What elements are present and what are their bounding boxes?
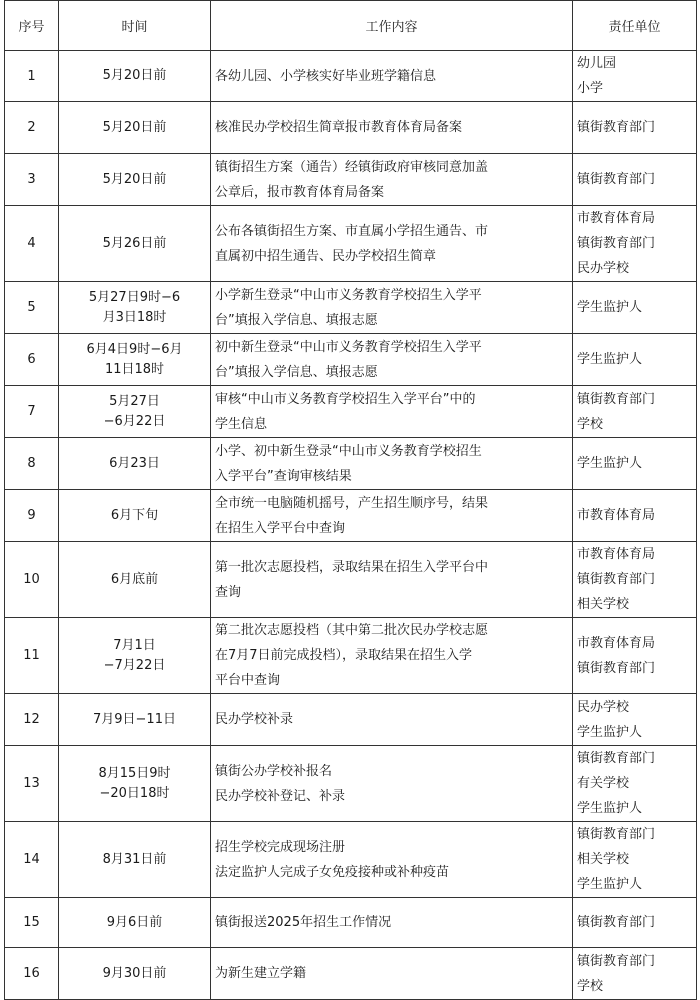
- row-responsible-unit-line: 镇街教育部门: [577, 827, 656, 842]
- row-content: [211, 948, 573, 1000]
- row-responsible-unit-line: 镇街教育部门: [577, 572, 656, 587]
- row-content-line: 第一批次志愿投档，录取结果在招生入学平台中: [215, 559, 489, 575]
- table-row: [5, 898, 697, 948]
- row-content-line: 镇街公办学校补报名: [215, 763, 333, 779]
- row-content: [211, 822, 573, 898]
- row-responsible-unit-line: 民办学校: [577, 699, 630, 715]
- row-content-line: 在招生入学平台中查询: [215, 520, 346, 536]
- row-time: [59, 746, 211, 822]
- row-time-line: 9月30日前: [102, 965, 167, 981]
- row-content: [211, 542, 573, 618]
- row-responsible-unit-line: 市教育体育局: [577, 547, 656, 562]
- row-responsible-unit-line: 镇街教育部门: [577, 172, 656, 187]
- row-content-line: 镇街报送2025年招生工作情况: [215, 915, 392, 930]
- row-time-line: −6月22日: [103, 413, 166, 429]
- table-row: [5, 386, 697, 438]
- row-responsible-unit: [573, 948, 697, 1000]
- row-content-line: 为新生建立学籍: [215, 966, 307, 981]
- row-responsible-unit: [573, 542, 697, 618]
- row-number: 16: [5, 948, 59, 1000]
- table-row: [5, 746, 697, 822]
- row-content: [211, 746, 573, 822]
- row-content: [211, 282, 573, 334]
- row-content: [211, 438, 573, 490]
- table-row: [5, 206, 697, 282]
- row-content-line: 台”填报入学信息、填报志愿: [215, 312, 378, 328]
- table-body: [5, 51, 697, 1000]
- row-content-line: 小学新生登录“中山市义务教育学校招生入学平: [215, 287, 482, 303]
- row-content-line: 公章后，报市教育体育局备案: [215, 184, 385, 200]
- row-responsible-unit-line: 幼儿园: [577, 56, 617, 71]
- row-responsible-unit-line: 镇街教育部门: [577, 953, 656, 969]
- row-number: 13: [5, 746, 59, 822]
- row-content-line: 初中新生登录“中山市义务教育学校招生入学平: [215, 339, 482, 355]
- row-responsible-unit-line: 学生监护人: [577, 456, 643, 471]
- row-responsible-unit-line: 镇街教育部门: [577, 120, 656, 135]
- row-number: 10: [5, 542, 59, 618]
- enrollment-schedule-table: [4, 0, 697, 1000]
- row-content-line: 各幼儿园、小学核实好毕业班学籍信息: [215, 68, 437, 84]
- row-time-line: 5月27日: [109, 393, 160, 409]
- row-responsible-unit-line: 镇街教育部门: [577, 751, 656, 766]
- table-row: [5, 438, 697, 490]
- row-content-line: 第二批次志愿投档（其中第二批次民办学校志愿: [215, 623, 489, 638]
- header-responsible-unit: 责任单位: [573, 1, 697, 51]
- row-content-line: 招生学校完成现场注册: [215, 839, 346, 855]
- row-responsible-unit-line: 镇街教育部门: [577, 915, 656, 930]
- row-time-line: 6月23日: [109, 455, 160, 471]
- row-responsible-unit-line: 学生监护人: [577, 877, 643, 892]
- table-row: [5, 490, 697, 542]
- row-content-line: 镇街招生方案（通告）经镇街政府审核同意加盖: [215, 159, 489, 175]
- row-number: 2: [5, 102, 59, 154]
- row-responsible-unit: [573, 490, 697, 542]
- table-row: [5, 618, 697, 694]
- table-header-row: [5, 1, 697, 51]
- row-number: 15: [5, 898, 59, 948]
- row-responsible-unit-line: 民办学校: [577, 261, 630, 276]
- row-content-line: 学生信息: [215, 416, 268, 432]
- row-number: 5: [5, 282, 59, 334]
- row-number: 11: [5, 618, 59, 694]
- row-responsible-unit: [573, 438, 697, 490]
- row-content: [211, 490, 573, 542]
- row-time-line: −20日18时: [99, 785, 170, 801]
- table-row: [5, 102, 697, 154]
- row-number: 4: [5, 206, 59, 282]
- header-content: 工作内容: [211, 1, 573, 51]
- row-time-line: 7月9日−11日: [93, 711, 176, 727]
- row-time: [59, 948, 211, 1000]
- row-time: [59, 386, 211, 438]
- row-responsible-unit: [573, 102, 697, 154]
- row-responsible-unit-line: 相关学校: [577, 852, 630, 867]
- row-time: [59, 206, 211, 282]
- row-time: [59, 542, 211, 618]
- row-time-line: 5月20日前: [102, 171, 167, 187]
- row-responsible-unit: [573, 206, 697, 282]
- row-number: 12: [5, 694, 59, 746]
- table-row: [5, 948, 697, 1000]
- row-responsible-unit-line: 镇街教育部门: [577, 391, 656, 407]
- row-responsible-unit-line: 有关学校: [577, 776, 630, 791]
- row-content-line: 民办学校补录: [215, 712, 294, 727]
- table-row: [5, 822, 697, 898]
- row-time-line: 5月20日前: [102, 68, 167, 83]
- row-content-line: 审核“中山市义务教育学校招生入学平台”中的: [215, 391, 476, 407]
- row-time: [59, 51, 211, 102]
- row-responsible-unit-line: 学生监护人: [577, 300, 643, 315]
- row-responsible-unit: [573, 51, 697, 102]
- row-responsible-unit-line: 市教育体育局: [577, 508, 656, 523]
- row-responsible-unit: [573, 618, 697, 694]
- row-content: [211, 334, 573, 386]
- row-content: [211, 102, 573, 154]
- row-content-line: 平台中查询: [215, 673, 281, 688]
- table-row: [5, 334, 697, 386]
- row-time: [59, 282, 211, 334]
- row-content: [211, 386, 573, 438]
- row-time-line: 月3日18时: [102, 309, 167, 325]
- row-responsible-unit: [573, 822, 697, 898]
- header-number: 序号: [5, 1, 59, 51]
- row-content: [211, 618, 573, 694]
- row-time-line: 8月31日前: [102, 851, 167, 867]
- row-responsible-unit-line: 镇街教育部门: [577, 660, 656, 676]
- row-content-line: 公布各镇街招生方案、市直属小学招生通告、市: [215, 223, 489, 239]
- table-row: [5, 51, 697, 102]
- row-time-line: 6月4日9时−6月: [86, 341, 183, 357]
- row-number: 7: [5, 386, 59, 438]
- row-time-line: 6月底前: [110, 571, 159, 587]
- row-responsible-unit-line: 学生监护人: [577, 801, 643, 816]
- row-number: 8: [5, 438, 59, 490]
- row-content-line: 法定监护人完成子女免疫接种或补种疫苗: [215, 864, 450, 880]
- table-row: [5, 154, 697, 206]
- row-responsible-unit: [573, 898, 697, 948]
- row-time-line: 5月26日前: [102, 235, 167, 251]
- row-responsible-unit-line: 市教育体育局: [577, 635, 656, 651]
- row-time: [59, 490, 211, 542]
- row-responsible-unit-line: 学校: [577, 416, 604, 432]
- row-content: [211, 898, 573, 948]
- row-time-line: 6月下旬: [110, 507, 159, 523]
- row-time: [59, 102, 211, 154]
- row-time: [59, 898, 211, 948]
- row-content-line: 入学平台”查询审核结果: [215, 468, 352, 484]
- row-responsible-unit: [573, 694, 697, 746]
- row-content: [211, 206, 573, 282]
- row-time-line: 7月1日: [113, 637, 156, 653]
- row-time-line: 8月15日9时: [98, 765, 171, 781]
- table-row: [5, 694, 697, 746]
- header-time: 时间: [59, 1, 211, 51]
- row-number: 3: [5, 154, 59, 206]
- row-content-line: 台”填报入学信息、填报志愿: [215, 364, 378, 380]
- row-content: [211, 154, 573, 206]
- row-content-line: 小学、初中新生登录“中山市义务教育学校招生: [215, 443, 482, 459]
- row-time: [59, 154, 211, 206]
- row-responsible-unit: [573, 334, 697, 386]
- row-content-line: 民办学校补登记、补录: [215, 788, 346, 804]
- row-responsible-unit-line: 学校: [577, 978, 604, 994]
- row-number: 1: [5, 51, 59, 102]
- row-responsible-unit-line: 学生监护人: [577, 724, 643, 740]
- row-responsible-unit-line: 相关学校: [577, 597, 630, 612]
- row-number: 6: [5, 334, 59, 386]
- row-number: 14: [5, 822, 59, 898]
- row-content-line: 在7月7日前完成投档），录取结果在招生入学: [215, 648, 473, 663]
- row-number: 9: [5, 490, 59, 542]
- row-time: [59, 438, 211, 490]
- row-time-line: −7月22日: [103, 657, 166, 673]
- row-time-line: 5月27日9时−6: [88, 289, 181, 305]
- row-content: [211, 694, 573, 746]
- row-responsible-unit-line: 市教育体育局: [577, 211, 656, 226]
- row-time-line: 9月6日前: [106, 914, 163, 930]
- row-content-line: 全市统一电脑随机摇号，产生招生顺序号，结果: [215, 495, 489, 511]
- row-content-line: 核准民办学校招生简章报市教育体育局备案: [215, 120, 463, 135]
- row-time-line: 5月20日前: [102, 119, 167, 135]
- row-content: [211, 51, 573, 102]
- row-responsible-unit: [573, 746, 697, 822]
- row-responsible-unit: [573, 154, 697, 206]
- row-time: [59, 618, 211, 694]
- row-content-line: 查询: [215, 584, 242, 600]
- row-time-line: 11日18时: [104, 361, 165, 377]
- row-content-line: 直属初中招生通告、民办学校招生简章: [215, 248, 437, 264]
- row-time: [59, 694, 211, 746]
- row-responsible-unit: [573, 386, 697, 438]
- row-time: [59, 822, 211, 898]
- row-responsible-unit: [573, 282, 697, 334]
- row-responsible-unit-line: 小学: [577, 81, 604, 96]
- row-responsible-unit-line: 镇街教育部门: [577, 236, 656, 251]
- table-row: [5, 282, 697, 334]
- table-row: [5, 542, 697, 618]
- row-responsible-unit-line: 学生监护人: [577, 352, 643, 367]
- row-time: [59, 334, 211, 386]
